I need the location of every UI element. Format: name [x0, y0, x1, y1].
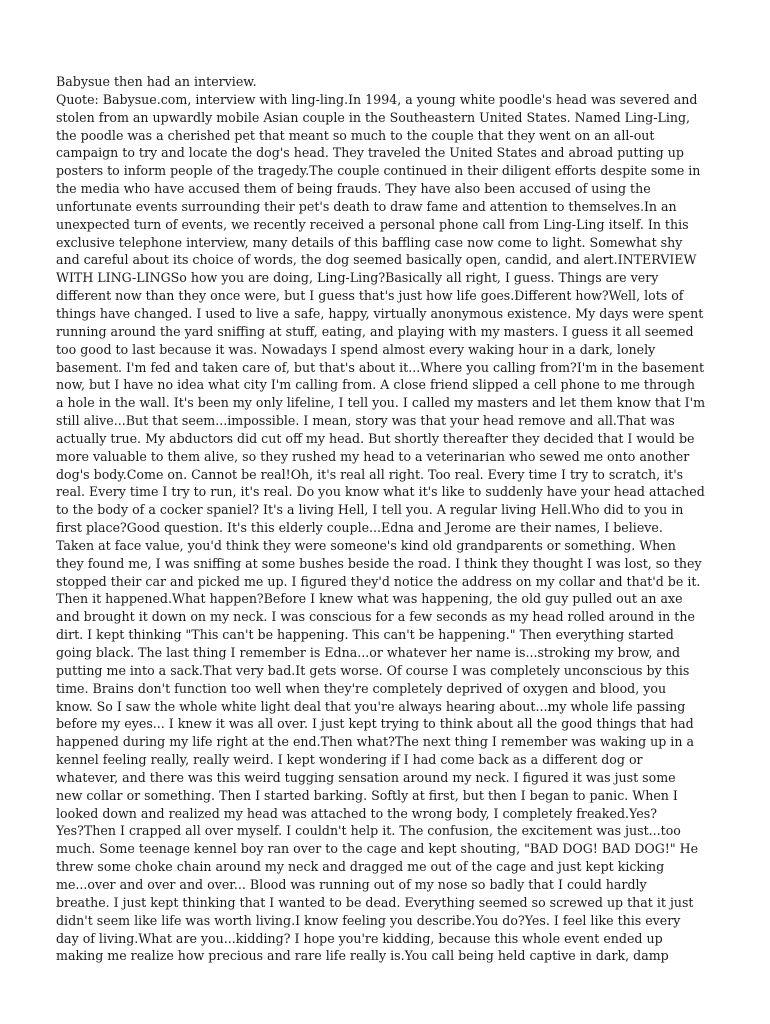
text-line: unfortunate events surrounding their pet's death to draw fame and attention to themselves.In an — [56, 198, 677, 214]
text-line: running around the yard sniffing at stuff, eating, and playing with my masters. I guess it all seemed — [56, 323, 694, 339]
text-line: basement. I'm fed and taken care of, but that's about it...Where you calling from?I'm in the basement — [56, 359, 705, 375]
text-line: exclusive telephone interview, many details of this baffling case now come to light. Somewhat shy — [56, 234, 683, 250]
text-line: going black. The last thing I remember is Edna...or whatever her name is...stroking my brow, and — [56, 645, 681, 660]
text-line: know. So I saw the whole white light deal that you're always hearing about...my whole life passing — [56, 698, 686, 714]
text-line: whatever, and there was this weird tugging sensation around my neck. I figured it was just some — [56, 769, 676, 785]
text-line: much. Some teenage kennel boy ran over to the cage and kept shouting, "BAD DOG! BAD DOG!" He — [56, 841, 699, 857]
text-line: putting me into a sack.That very bad.It gets worse. Of course I was completely unconscious by this — [56, 662, 690, 678]
text-line: the media who have accused them of being frauds. They have also been accused of using the — [56, 181, 651, 197]
text-line: now, but I have no idea what city I'm calling from. A close friend slipped a cell phone to me through — [56, 377, 695, 393]
text-line: still alive...But that seem...impossible. I mean, story was that your head remove and all.That was — [56, 413, 675, 429]
text-line: looked down and realized my head was attached to the wrong body, I completely freaked.Yes? — [56, 805, 657, 821]
text-line: before my eyes... I knew it was all over. I just kept trying to think about all the good things that had — [56, 716, 694, 732]
text-line: didn't seem like life was worth living.I know feeling you describe.You do?Yes. I feel like this every — [56, 912, 681, 928]
text-line: breathe. I just kept thinking that I wanted to be dead. Everything seemed so screwed up that it just — [56, 894, 694, 910]
text-line: unexpected turn of events, we recently received a personal phone call from Ling-Ling itself. In this — [56, 216, 689, 232]
text-line: Quote: Babysue.com, interview with ling-ling.In 1994, a young white poodle's head was severed and — [56, 91, 698, 107]
text-line: WITH LING-LINGSo how you are doing, Ling-Ling?Basically all right, I guess. Things are very — [56, 270, 659, 286]
text-line: day of living.What are you...kidding? I hope you're kidding, because this whole event ended up — [56, 930, 663, 946]
text-line: time. Brains don't function too well when they're completely deprived of oxygen and blood, you — [56, 680, 667, 696]
text-line: making me realize how precious and rare life really is.You call being held captive in dark, damp — [56, 948, 669, 964]
text-line: Yes?Then I crapped all over myself. I couldn't help it. The confusion, the excitement was just...too — [56, 823, 681, 839]
text-line: threw some choke chain around my neck and dragged me out of the cage and just kept kicking — [56, 859, 665, 875]
text-line: new collar or something. Then I started barking. Softly at first, but then I began to panic. When I — [56, 787, 678, 803]
text-line: and careful about its choice of words, the dog seemed basically open, candid, and alert.INTERVIEW — [56, 252, 697, 268]
document-body — [56, 73, 724, 965]
text-line: real. Every time I try to run, it's real. Do you know what it's like to suddenly have your head attached — [56, 484, 705, 500]
text-line: stolen from an upwardly mobile Asian couple in the Southeastern United States. Named Ling-Ling, — [56, 109, 691, 125]
text-line: stopped their car and picked me up. I figured they'd notice the address on my collar and that'd be it. — [56, 573, 701, 589]
text-line: Then it happened.What happen?Before I knew what was happening, the old guy pulled out an axe — [56, 591, 683, 607]
text-line: they found me, I was sniffing at some bushes beside the road. I think they thought I was lost, so they — [56, 555, 702, 571]
text-line: too good to last because it was. Nowadays I spend almost every waking hour in a dark, lonely — [56, 341, 656, 357]
text-line: to the body of a cocker spaniel? It's a living Hell, I tell you. A regular living Hell.Who did to you in — [56, 502, 684, 518]
text-line: dirt. I kept thinking "This can't be happening. This can't be happening." Then everything started — [56, 627, 674, 643]
text-line: posters to inform people of the tragedy.The couple continued in their diligent efforts despite some in — [56, 163, 701, 179]
text-line: actually true. My abductors did cut off my head. But shortly thereafter they decided that I would be — [56, 430, 695, 446]
text-line: me...over and over and over... Blood was running out of my nose so badly that I could hardly — [56, 876, 647, 892]
text-line: different now than they once were, but I guess that's just how life goes.Different how?Well, lots of — [56, 288, 684, 304]
text-line: happened during my life right at the end.Then what?The next thing I remember was waking up in a — [56, 734, 694, 750]
text-line: and brought it down on my neck. I was conscious for a few seconds as my head rolled around in the — [56, 609, 695, 625]
text-line: campaign to try and locate the dog's head. They traveled the United States and abroad putting up — [56, 145, 684, 161]
text-line: first place?Good question. It's this elderly couple...Edna and Jerome are their names, I believe. — [56, 520, 663, 536]
text-line: kennel feeling really, really weird. I kept wondering if I had come back as a different dog or — [56, 752, 643, 768]
text-line: things have changed. I used to live a safe, happy, virtually anonymous existence. My days were spent — [56, 305, 704, 321]
text-line: dog's body.Come on. Cannot be real!Oh, it's real all right. Too real. Every time I try to scratch, it's — [56, 466, 684, 482]
text-line: the poodle was a cherished pet that meant so much to the couple that they went on an all-out — [56, 127, 655, 143]
text-line: more valuable to them alive, so they rushed my head to a veterinarian who sewed me onto another — [56, 448, 690, 464]
text-line: Taken at face value, you'd think they were someone's kind old grandparents or something. When — [56, 537, 676, 553]
text-line: Babysue then had an interview. — [56, 74, 257, 89]
text-line: a hole in the wall. It's been my only lifeline, I tell you. I called my masters and let them know that I'm — [56, 395, 706, 411]
